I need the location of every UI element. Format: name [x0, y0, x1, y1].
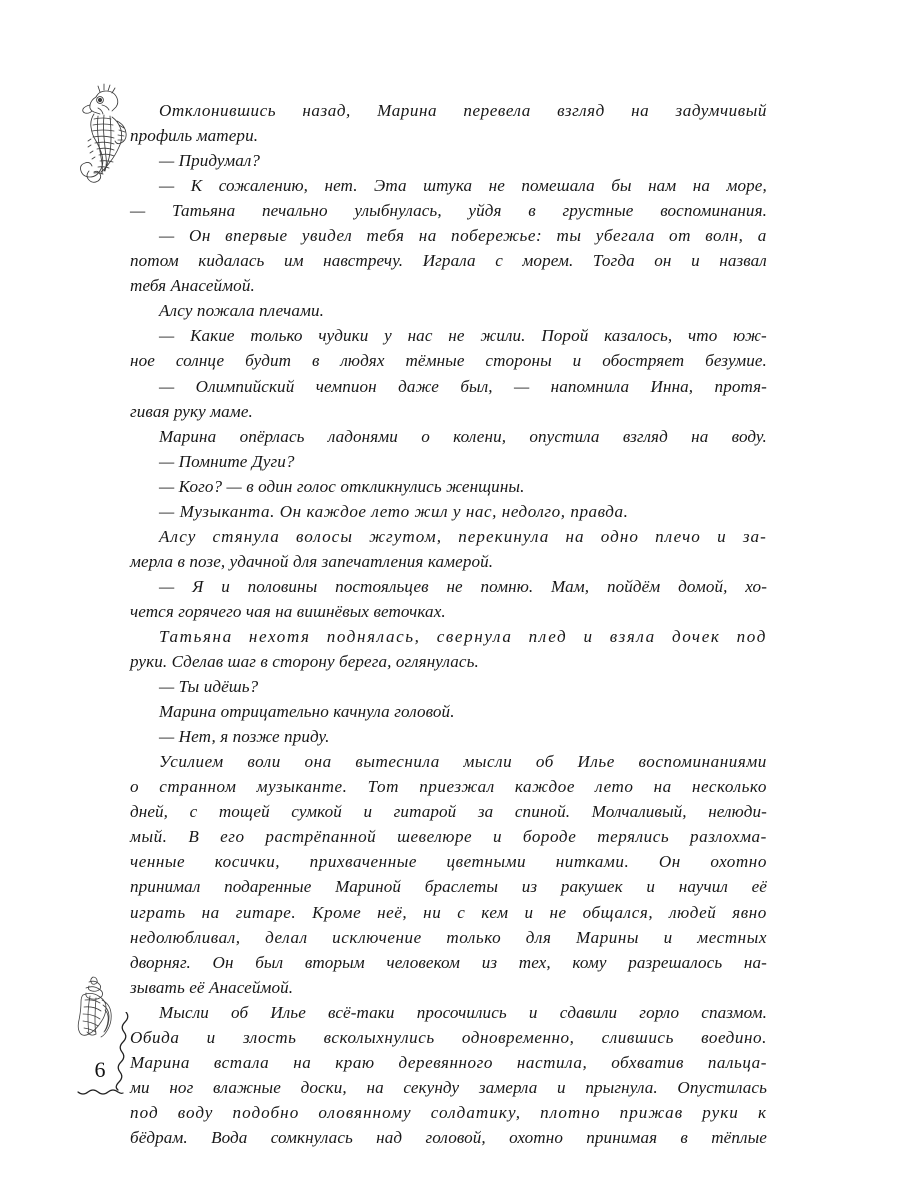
text-line: — Олимпийский чемпион даже был, — напомнила Инна, протя- — [159, 376, 767, 396]
text-line: принимал подаренные Мариной браслеты из ракушек и научил её — [130, 877, 767, 897]
text-line: — Помните Дуги? — [159, 451, 295, 471]
text-line: о странном музыканте. Тот приезжал каждое лето на несколько — [130, 777, 767, 797]
text-line: недолюбливал, делал исключение только для Марины и местных — [130, 927, 767, 947]
text-line: гивая руку маме. — [130, 401, 253, 421]
text-line: руки. Сделав шаг в сторону берега, оглянулась. — [130, 652, 479, 672]
text-line: Марина отрицательно качнула головой. — [159, 702, 455, 722]
text-line: Отклонившись назад, Марина перевела взгляд на задумчивый — [159, 101, 767, 120]
text-line: — Ты идёшь? — [159, 677, 259, 697]
text-line: тебя Анасеймой. — [130, 276, 255, 296]
text-line: мерла в позе, удачной для запечатления камерой. — [130, 551, 494, 571]
text-line: под воду подобно оловянному солдатику, плотно прижав руки к — [130, 1102, 767, 1122]
text-line: ное солнце будит в людях тёмные стороны и обостряет безумие. — [130, 351, 767, 371]
text-line: чется горячего чая на вишнёвых веточках. — [130, 601, 446, 621]
text-line: — Придумал? — [159, 151, 261, 171]
text-line: — Я и половины постояльцев не помню. Мам, пойдём домой, хо- — [159, 576, 767, 596]
text-line: Алсу стянула волосы жгутом, перекинула на одно плечо и за- — [159, 526, 767, 546]
text-line: — К сожалению, нет. Эта штука не помешала бы нам на море, — [159, 176, 767, 196]
text-line: Марина опёрлась ладонями о колени, опустила взгляд на воду. — [159, 426, 767, 446]
text-line: бёдрам. Вода сомкнулась над головой, охотно принимая в тёплые — [130, 1127, 767, 1147]
body-text — [130, 98, 767, 1150]
text-line: Татьяна нехотя поднялась, свернула плед и взяла дочек под — [159, 626, 767, 646]
text-line: ми ног влажные доски, на секунду замерла и прыгнула. Опустилась — [130, 1077, 767, 1097]
wavy-corner-rule — [74, 1012, 136, 1100]
text-line: — Он впервые увидел тебя на побережье: ты убегала от волн, а — [159, 226, 767, 246]
text-line: дворняг. Он был вторым человеком из тех, кому разрешалось на- — [130, 952, 767, 972]
text-line: играть на гитаре. Кроме неё, ни с кем и не общался, людей явно — [130, 902, 767, 922]
text-line: — Нет, я позже приду. — [159, 727, 330, 747]
text-line: Мысли об Илье всё-таки просочились и сдавили горло спазмом. — [159, 1002, 767, 1022]
text-line: Алсу пожала плечами. — [159, 301, 325, 321]
text-line: мый. В его растрёпанной шевелюре и бороде терялись разлохма- — [130, 827, 767, 847]
text-line: — Татьяна печально улыбнулась, уйдя в грустные воспоминания. — [130, 201, 767, 221]
text-line: — Кого? — в один голос откликнулись женщины. — [159, 476, 525, 496]
text-line: дней, с тощей сумкой и гитарой за спиной. Молчаливый, нелюди- — [130, 802, 767, 822]
text-line: зывать её Анасеймой. — [130, 977, 294, 997]
text-line: потом кидалась им навстречу. Играла с морем. Тогда он и назвал — [130, 251, 767, 271]
text-line: Обида и злость всколыхнулись одновременно, слившись воедино. — [130, 1027, 767, 1047]
text-line: ченные косички, прихваченные цветными нитками. Он охотно — [130, 852, 767, 872]
text-line: — Какие только чудики у нас не жили. Порой казалось, что юж- — [159, 326, 767, 346]
text-line: Усилием воли она вытеснила мысли об Илье воспоминаниями — [159, 752, 767, 772]
text-line: Марина встала на краю деревянного настила, обхватив пальца- — [130, 1052, 767, 1072]
text-line: — Музыканта. Он каждое лето жил у нас, недолго, правда. — [159, 501, 629, 521]
page-number: 6 — [94, 1057, 106, 1082]
text-line: профиль матери. — [130, 126, 259, 146]
seahorse-icon — [76, 83, 138, 198]
